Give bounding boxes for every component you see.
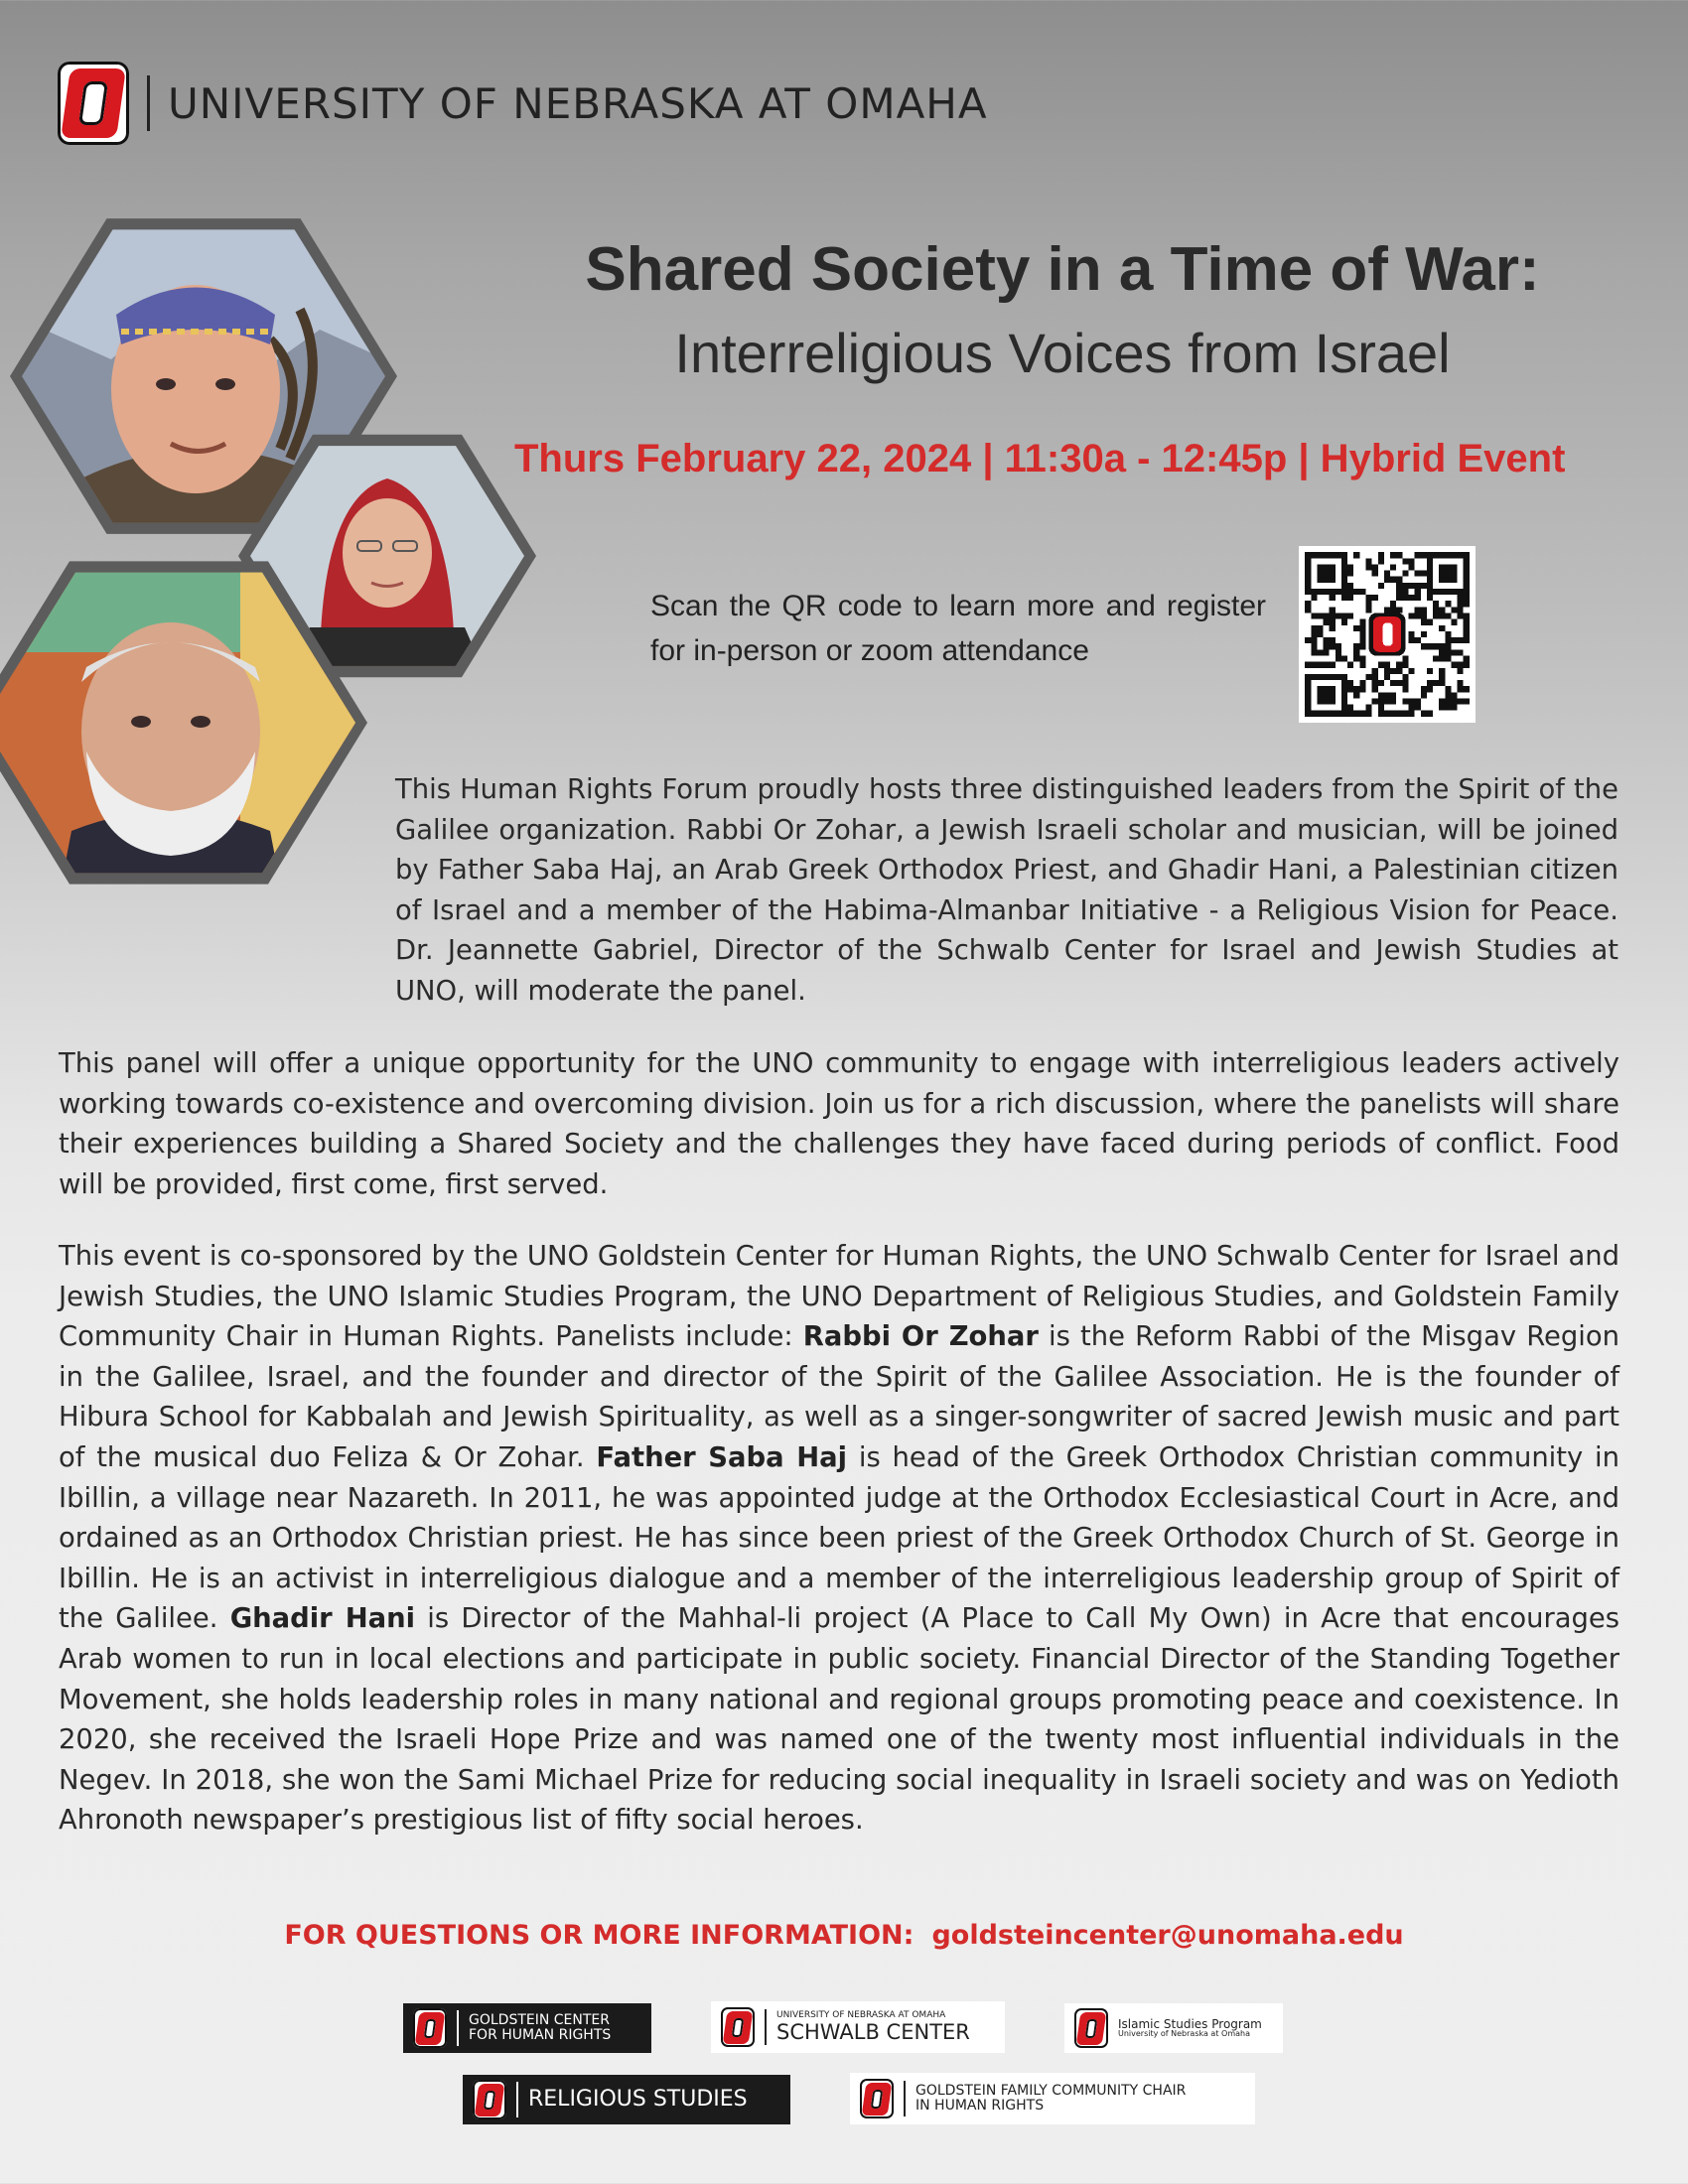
panel-paragraph: This panel will offer a unique opportunity for the UNO community to engage with interreligious leaders actively working towards co-existence and overcoming division. Join us for a rich discussion, where the panelists will share their experiences building a Shared Society and the challenges they have faced during periods of conflict. Food will be provided, first come, first served. — [59, 1048, 1619, 1200]
qr-code[interactable] — [1299, 546, 1476, 723]
event-title: Shared Society in a Time of War: — [585, 235, 1540, 304]
contact-label: FOR QUESTIONS OR MORE INFORMATION: — [284, 1920, 914, 1951]
contact-line — [0, 1920, 1688, 1951]
university-name: UNIVERSITY OF NEBRASKA AT OMAHA — [168, 78, 988, 128]
saba-photo — [0, 551, 367, 894]
contact-email-link[interactable]: goldsteincenter@unomaha.edu — [931, 1920, 1404, 1951]
uno-logo-icon — [473, 2080, 506, 2119]
event-subtitle: Interreligious Voices from Israel — [674, 322, 1451, 384]
panelist-bio-rabbi: is the Reform Rabbi of the Misgav Region in the Galilee, Israel, and the founder and director of the Spirit of the Galilee Association. He is the founder of Hibura School for Kabbalah and Jewish Spirituality, as well as a singer-songwriter of sacred Jewish music and part of the musical duo Feliza & Or Zohar. — [59, 1321, 1619, 1473]
sponsor-goldstein-chair — [850, 2073, 1255, 2124]
sponsor-islamic-line1: Islamic Studies Program — [1118, 2016, 1262, 2031]
sponsor-islamic-line2: University of Nebraska at Omaha — [1118, 2029, 1250, 2039]
event-date-line: Thurs February 22, 2024 | 11:30a - 12:45p | Hybrid Event — [514, 437, 1566, 480]
uno-logo-icon — [721, 2007, 755, 2047]
uno-logo-icon — [413, 2008, 447, 2048]
sponsor-goldstein-line1: GOLDSTEIN CENTER — [469, 2012, 611, 2029]
uno-logo-icon — [1074, 2008, 1108, 2048]
sponsor-schwalb-line2: SCHWALB CENTER — [776, 2019, 970, 2044]
panelist-name-rabbi: Rabbi Or Zohar — [802, 1321, 1039, 1353]
uno-logo-icon — [860, 2079, 894, 2118]
header-divider — [147, 75, 150, 131]
sponsor-schwalb-center — [711, 2001, 1005, 2053]
panelist-bio-ghadir: is Director of the Mahhal-li project (A Place to Call My Own) in Acre that encourages Arab women to run in local elections and participate in public society. Financial Director of the Standing Together Movement, she holds leadership roles in many national and regional groups promoting peace and coexistence. In 2020, she received the Israeli Hope Prize and was named one of the twenty most influential individuals in the Negev. In 2018, she won the Sami Michael Prize for reducing social inequality in Israeli society and was on Yedioth Ahronoth newspaper’s prestigious list of fifty social heroes. — [59, 1603, 1619, 1837]
sponsor-chair-line2: IN HUMAN RIGHTS — [915, 2098, 1045, 2114]
qr-code-icon — [1299, 546, 1476, 723]
scan-instructions: Scan the QR code to learn more and register for in-person or zoom attendance — [650, 590, 1266, 667]
sponsor-religious-studies — [463, 2075, 790, 2124]
sponsor-chair-line1: GOLDSTEIN FAMILY COMMUNITY CHAIR — [915, 2083, 1187, 2100]
uno-logo-icon — [58, 62, 129, 145]
sponsor-schwalb-line1: UNIVERSITY OF NEBRASKA AT OMAHA — [776, 2010, 946, 2021]
sponsor-goldstein-center — [403, 2003, 651, 2053]
panelist-bio-saba: is head of the Greek Orthodox Christian community in Ibillin, a village near Nazareth. In 2011, he was appointed judge at the Orthodox Ecclesiastical Court in Acre, and ordained as an Orthodox Christian priest. He has since been priest of the Greek Orthodox Church of St. George in Ibillin. He is an activist in interreligious dialogue and a member of the interreligious leadership group of Spirit of the Galilee. — [59, 1441, 1620, 1635]
panelist-name-saba: Father Saba Haj — [596, 1441, 848, 1473]
university-header — [58, 62, 988, 145]
sponsors-intro: This event is co-sponsored by the UNO Goldstein Center for Human Rights, the UNO Schwalb Center for Israel and Jewish Studies, the UNO Islamic Studies Program, the UNO Department of Religious Studies, and Goldstein Family Community Chair in Human Rights. Panelists include: — [59, 1241, 1619, 1353]
sponsors-paragraph — [59, 1237, 1619, 1842]
sponsor-goldstein-line2: FOR HUMAN RIGHTS — [469, 2027, 612, 2043]
panelist-name-ghadir: Ghadir Hani — [229, 1603, 416, 1635]
sponsor-religious-label: RELIGIOUS STUDIES — [528, 2087, 748, 2113]
sponsor-islamic-studies — [1064, 2003, 1283, 2053]
intro-paragraph: This Human Rights Forum proudly hosts three distinguished leaders from the Spirit of the Galilee organization. Rabbi Or Zohar, a Jewish Israeli scholar and musician, will be joined by Father Saba Haj, an Arab Greek Orthodox Priest, and Ghadir Hani, a Palestinian citizen of Israel and a member of the Habima-Almanbar Initiative - a Religious Vision for Peace. Dr. Jeannette Gabriel, Director of the Schwalb Center for Israel and Jewish Studies at UNO, will moderate the panel. — [395, 774, 1618, 1007]
